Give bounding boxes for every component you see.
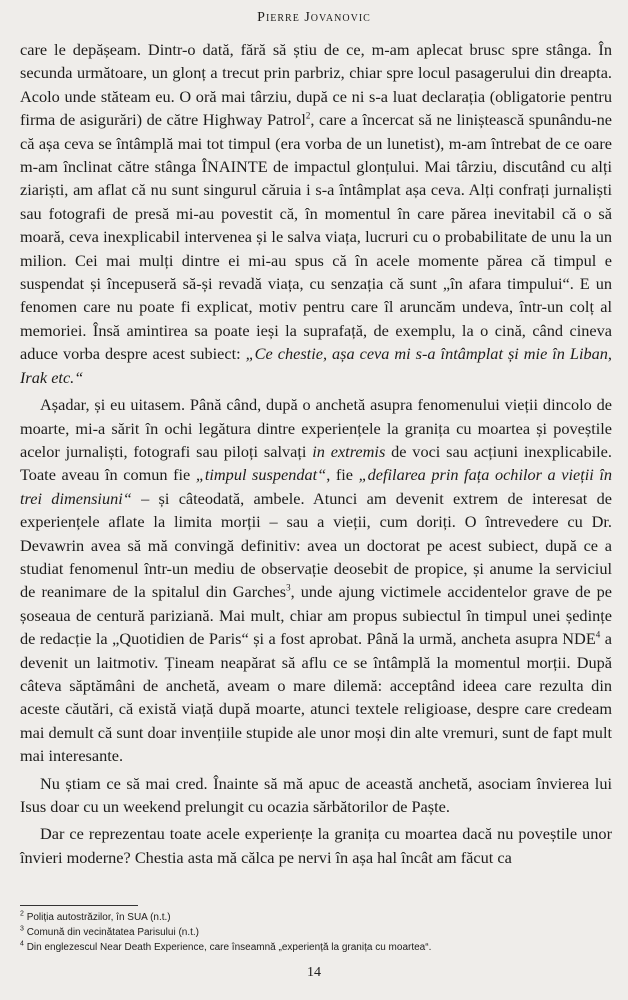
footnote: $^2$ Poliția autostrăzilor, în SUA (n.t.)	[20, 910, 171, 923]
footnote: $^4$ Din englezescul Near Death Experience, care înseamnă „experiență la granița cu moartea“.	[20, 940, 432, 953]
footnote-ref-2: 2	[305, 110, 311, 121]
footnote-ref-3: 3	[286, 582, 291, 593]
page-number: 14	[307, 965, 321, 980]
footnotes	[20, 910, 612, 955]
footnote-divider	[20, 905, 138, 906]
paragraph-1: care le depășeam. Dintr-o dată, fără să știu de ce, m-am aplecat brusc spre stânga. În secunda următoare, un glonț a trecut prin parbriz, chiar spre locul pasagerului din dreapta. Acolo unde stăteam eu. O oră mai târziu, după ce ni s-a luat declarația (obligatorie pentru firma de asigurări) de către Highway Patrol$^2$, care a încercat să ne liniștească spunându-ne că așa ceva se întâmplă mai tot timpul (era vorba de un lunetist), m-am întrebat de ce oare m-am înclinat către stânga ÎNAINTE de impactul glonțului. Mai târziu, discutând cu alți ziariști, am aflat că nu sunt singurul căruia i s-a întâmplat așa ceva. Alți confrați jurnaliști sau fotografi de presă mi-au povestit că, în momentul în care părea inevitabil că o să moară, ceva inexplicabil intervenea și le salva viața, lucruri cu o probabilitate de unu la un milion. Cei mai mulți dintre ei mi-au spus că în acele momente părea că timpul e suspendat și începuseră să-și revadă viața, cu senzația că sunt „în afara timpului“. E un fenomen care nu poate fi explicat, motiv pentru care îl aruncăm undeva, într-un colț al memoriei. Însă amintirea sa poate ieși la suprafață, de exemplu, la o cină, când cineva aduce vorba despre acest subiect: „Ce chestie, așa ceva mi s-a întâmplat și mie în Liban, Irak etc.“	[20, 40, 612, 387]
footnote-ref-4: 4	[595, 629, 601, 640]
paragraph-2: Așadar, și eu uitasem. Până când, după o anchetă asupra fenomenului vieții dincolo de moarte, mi-a sărit în ochi legătura dintre experiențele la granița cu moartea și poveștile acelor jurnaliști, fotografi sau piloți salvați in extremis de voci sau acțiuni inexplicabile. Toate aveau în comun fie „timpul suspendat“, fie „defilarea prin fața ochilor a vieții în trei dimensiuni“ – și câteodată, ambele. Atunci am devenit extrem de interesat de experiențele aflate la limita morții – sau a vieții, cum doriți. O întrevedere cu Dr. Devawrin avea să mă convingă definitiv: avea un doctorat pe acest subiect, după ce a studiat fenomenul într-un mediu de observație deosebit de propice, și anume la serviciul de reanimare de la spitalul din Garches$^3$, unde ajung victimele accidentelor grave de pe șoseaua de centură pariziană. Mai mult, chiar am propus subiectul în timpul unei ședințe de redacție la „Quotidien de Paris“ și a fost aprobat. Până la urmă, ancheta asupra NDE$^4$ a devenit un laitmotiv. Țineam neapărat să aflu ce se întâmplă la momentul morții. După câteva săptămâni de anchetă, aveam o mare dilemă: acceptând ideea care rezulta din aceste căutări, că există viață după moarte, atunci textele religioase, despre care credeam mai demult că sunt doar invențiile stupide ale unor moși din alte vremuri, sunt de fapt mult mai interesante.	[20, 395, 613, 766]
paragraph-3: Nu știam ce să mai cred. Înainte să mă apuc de această anchetă, asociam învierea lui Isus doar cu un weekend prelungit cu ocazia sărbătorilor de Paște.	[20, 773, 612, 816]
body-text	[20, 38, 612, 869]
quote: „Ce chestie, așa ceva mi s-a întâmplat și mie în Liban, Irak etc.“	[20, 344, 612, 387]
running-head: Pierre Jovanovic	[257, 10, 371, 25]
paragraph-4: Dar ce reprezentau toate acele experiențe la granița cu moartea dacă nu poveștile unor învieri moderne? Chestia asta mă călca pe nervi în așa hal încât am făcut ca	[20, 824, 612, 867]
footnote: $^3$ Comună din vecinătatea Parisului (n.t.)	[20, 925, 199, 938]
